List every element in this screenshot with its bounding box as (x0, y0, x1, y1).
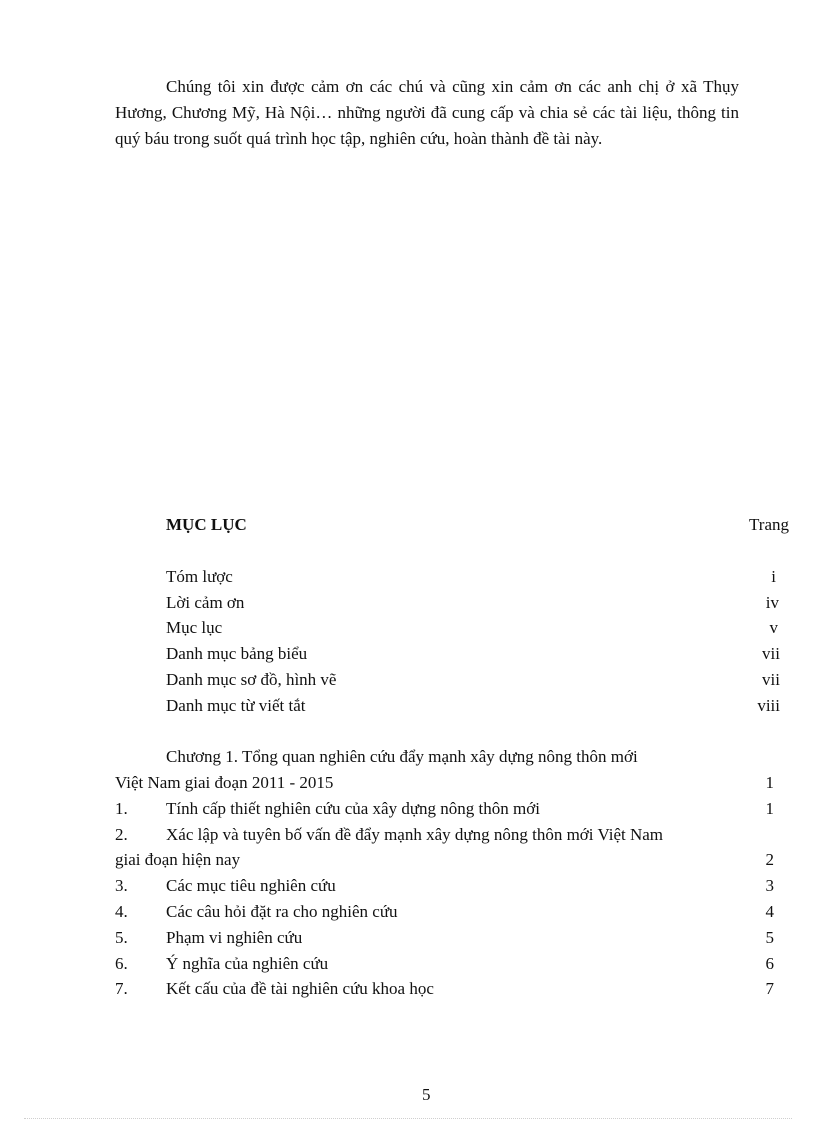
acknowledgment-paragraph (115, 74, 739, 152)
toc-page-header: Trang (749, 515, 789, 534)
toc-chapter-line2: Việt Nam giai đoạn 2011 - 2015 (115, 773, 334, 792)
toc-section-label-cont: giai đoạn hiện nay (115, 850, 241, 869)
toc-section-page: 1 (765, 799, 774, 818)
toc-section-label: Kết cấu của đề tài nghiên cứu khoa học (166, 979, 434, 998)
toc-entry-page: vii (762, 670, 780, 689)
toc-section-number: 5. (115, 928, 128, 947)
toc-section-page: 4 (765, 902, 774, 921)
toc-section-label: Ý nghĩa của nghiên cứu (166, 954, 329, 973)
toc-entry-label: Danh mục bảng biểu (166, 644, 308, 663)
toc-entry-page: iv (765, 593, 779, 612)
toc-entry-label: Danh mục sơ đồ, hình vẽ (166, 670, 337, 689)
toc-section-number: 4. (115, 902, 128, 921)
toc-entry-label: Tóm lược (166, 567, 233, 586)
toc-entry-label: Danh mục từ viết tắt (166, 696, 306, 715)
toc-section-label: Các câu hỏi đặt ra cho nghiên cứu (166, 902, 398, 921)
toc-entry-label: Lời cảm ơn (166, 593, 245, 612)
toc-section-label: Các mục tiêu nghiên cứu (166, 876, 336, 895)
toc-section-label: Xác lập và tuyên bố vấn đề đẩy mạnh xây dựng nông thôn mới Việt Nam (166, 825, 664, 844)
toc-section-page: 7 (765, 979, 774, 998)
toc-section-page: 5 (765, 928, 774, 947)
toc-section-page: 2 (765, 850, 774, 869)
toc-section-page: 6 (765, 954, 774, 973)
toc-section-number: 1. (115, 799, 128, 818)
toc-entry-page: i (771, 567, 776, 586)
toc-entry-page: viii (757, 696, 780, 715)
toc-section-number: 7. (115, 979, 128, 998)
toc-entry-label: Mục lục (166, 618, 223, 637)
toc-section-page: 3 (765, 876, 774, 895)
toc-section-label: Phạm vi nghiên cứu (166, 928, 303, 947)
toc-section-label: Tính cấp thiết nghiên cứu của xây dựng nông thôn mới (166, 799, 540, 818)
toc-section-number: 6. (115, 954, 128, 973)
toc-section-number: 3. (115, 876, 128, 895)
toc-title: MỤC LỤC (166, 515, 247, 534)
toc-section-number: 2. (115, 825, 128, 844)
toc-entry-page: v (769, 618, 778, 637)
page-number: 5 (422, 1085, 431, 1104)
toc-chapter-page: 1 (765, 773, 774, 792)
acknowledgment-text: Chúng tôi xin được cảm ơn các chú và cũng xin cảm ơn các anh chị ở xã Thụy Hương, Chương Mỹ, Hà Nội… những người đã cung cấp và chia sẻ các tài liệu, thông tin quý báu trong suốt quá trình học tập, nghiên cứu, hoàn thành đề tài này. (115, 77, 739, 148)
toc-chapter-line1: Chương 1. Tổng quan nghiên cứu đẩy mạnh xây dựng nông thôn mới (166, 747, 638, 766)
page-bottom-divider (24, 1118, 792, 1119)
toc-entry-page: vii (762, 644, 780, 663)
